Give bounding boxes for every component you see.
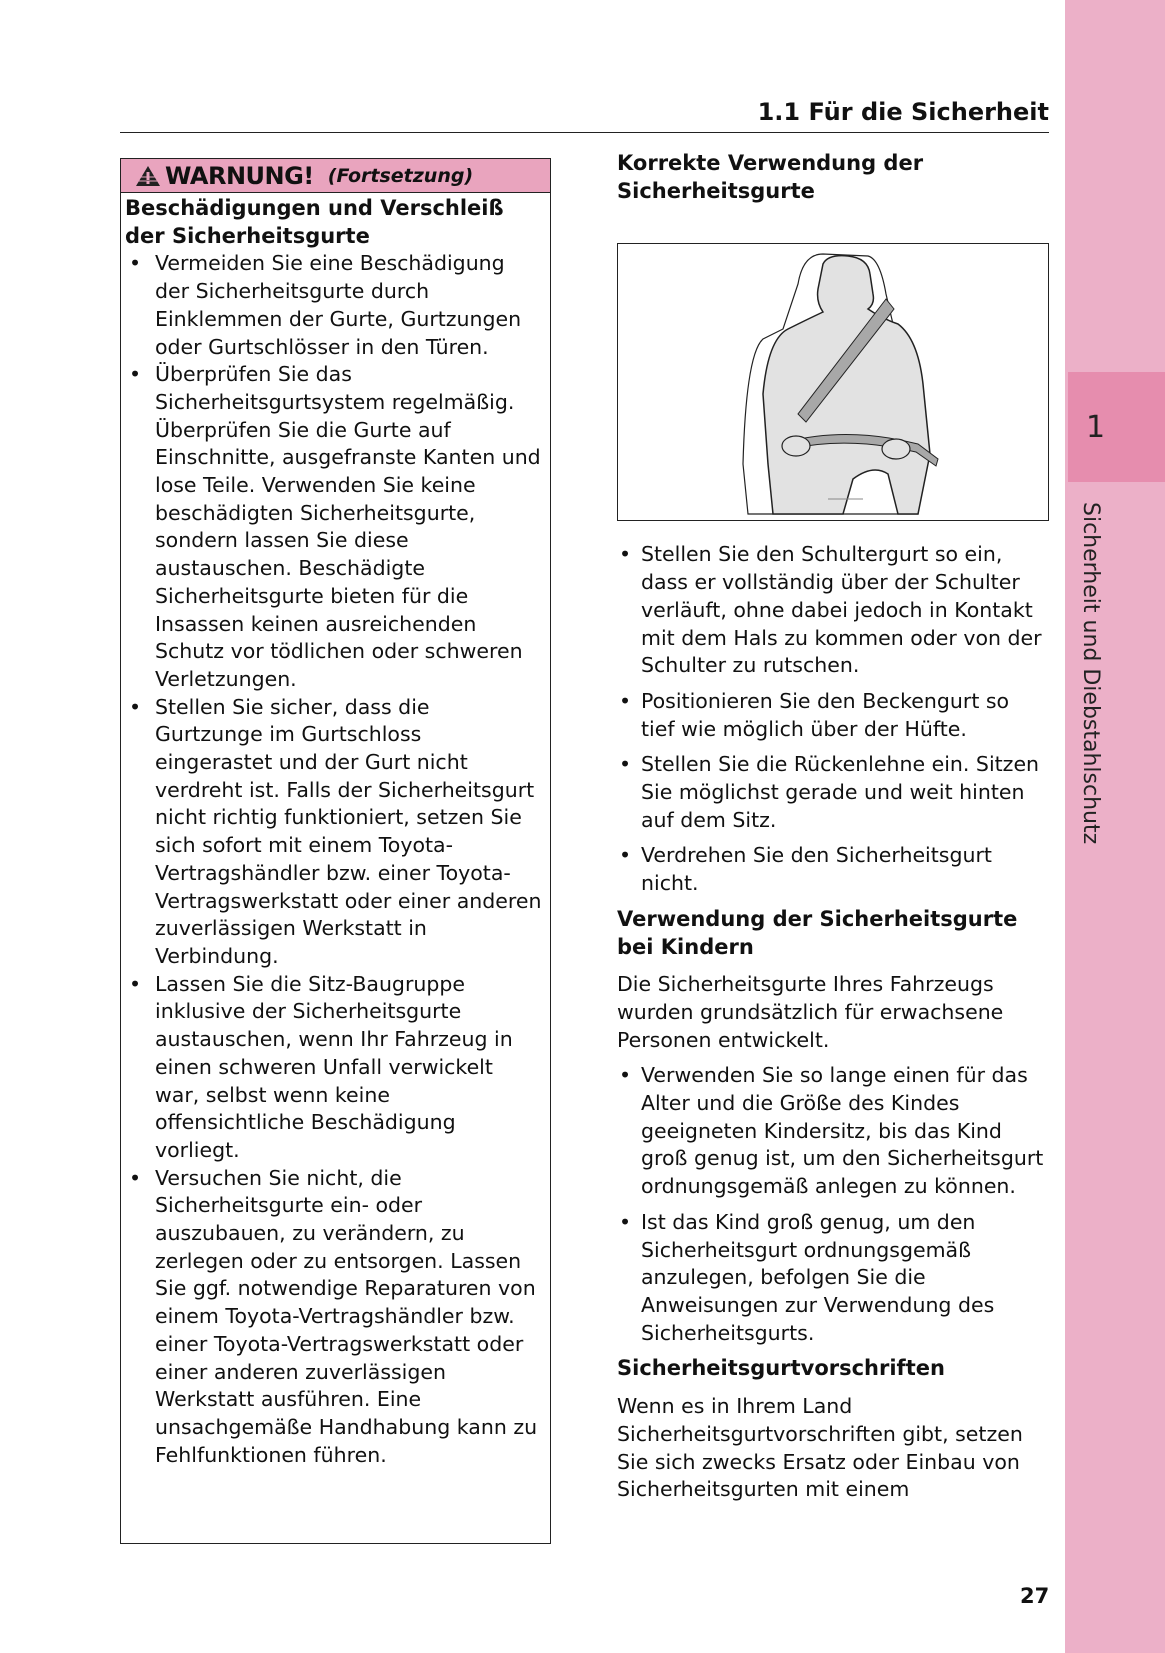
warning-header bbox=[121, 159, 550, 193]
correct-use-list bbox=[617, 541, 1049, 897]
list-item: • Stellen Sie sicher, dass die Gurtzunge im Gurtschloss eingerastet und der Gurt nicht verdreht ist. Falls der Sicherheitsgurt nicht richtig funktioniert, setzen Sie sich sofort mit einem Toyota-Vertragshändler bzw. einer Toyota-Vertragswerkstatt oder einer anderen zuverlässigen Werkstatt in Verbindung. bbox=[129, 694, 542, 968]
warning-continued: (Fortsetzung) bbox=[327, 164, 474, 187]
warning-triangle-icon bbox=[135, 165, 161, 187]
list-item: • Positionieren Sie den Beckengurt so tief wie möglich über der Hüfte. bbox=[619, 688, 1010, 741]
list-item: • Versuchen Sie nicht, die Sicherheitsgurte ein- oder auszubauen, zu verändern, zu zerlegen oder zu entsorgen. Lassen Sie ggf. notwendige Reparaturen von einem Toyota-Vertragshändler bzw. einer Toyota-Vertragswerkstatt oder einer anderen zuverlässigen Werkstatt ausführen. Eine unsachgemäße Handhabung kann zu Fehlfunktionen führen. bbox=[129, 1165, 538, 1467]
list-item: • Überprüfen Sie das Sicherheitsgurtsystem regelmäßig. Überprüfen Sie die Gurte auf Einschnitte, ausgefranste Kanten und lose Teile. Verwenden Sie keine beschädigten Sicherheitsgurte, sondern lassen Sie diese austauschen. Beschädigte Sicherheitsgurte bieten für die Insassen keinen ausreichenden Schutz vor tödlichen oder schweren Verletzungen. bbox=[129, 362, 541, 691]
seated-person-illustration bbox=[618, 244, 1048, 520]
regulations-paragraph: Wenn es in Ihrem Land Sicherheitsgurtvorschriften gibt, setzen Sie sich zwecks Ersatz oder Einbau von Sicherheitsgurten mit einem bbox=[617, 1394, 1023, 1502]
list-item: • Vermeiden Sie eine Beschädigung der Sicherheitsgurte durch Einklemmen der Gurte, Gurtzungen oder Gurtschlösser in den Türen. bbox=[129, 251, 522, 359]
heading-correct-use: Korrekte Verwendung der Sicherheitsgurte bbox=[617, 151, 924, 203]
heading-children: Verwendung der Sicherheitsgurte bei Kindern bbox=[617, 906, 1018, 959]
section-header bbox=[120, 96, 1049, 133]
list-item: • Verdrehen Sie den Sicherheitsgurt nicht. bbox=[619, 843, 992, 896]
list-item: • Stellen Sie den Schultergurt so ein, dass er vollständig über der Schulter verläuft, ohne dabei jedoch in Kontakt mit dem Hals zu kommen oder von der Schulter zu rutschen. bbox=[619, 542, 1042, 678]
warning-bullet-list bbox=[125, 250, 542, 1469]
list-item: • Lassen Sie die Sitz-Baugruppe inklusive der Sicherheitsgurte austauschen, wenn Ihr Fahrzeug in einen schweren Unfall verwickelt war, selbst wenn keine offensichtliche Beschädigung vorliegt. bbox=[129, 971, 513, 1162]
warning-body bbox=[121, 193, 550, 1469]
right-column bbox=[617, 150, 1049, 1512]
chapter-label: Sicherheit und Diebstahlschutz bbox=[1078, 502, 1103, 845]
warning-box bbox=[120, 158, 551, 1544]
warning-subtitle: Beschädigungen und Verschleiß der Sicherheitsgurte bbox=[125, 196, 504, 248]
children-paragraph: Die Sicherheitsgurte Ihres Fahrzeugs wurden grundsätzlich für erwachsene Personen entwickelt. bbox=[617, 972, 1004, 1052]
list-item: • Verwenden Sie so lange einen für das Alter und die Größe des Kindes geeigneten Kindersitz, bis das Kind groß genug ist, um den Sicherheitsgurt ordnungsgemäß anlegen zu können. bbox=[619, 1063, 1044, 1199]
chapter-number-tab[interactable] bbox=[1068, 372, 1165, 482]
chapter-number: 1 bbox=[1086, 409, 1106, 445]
seatbelt-figure bbox=[617, 243, 1049, 521]
children-list bbox=[617, 1062, 1049, 1347]
list-item: • Ist das Kind groß genug, um den Sicherheitsgurt ordnungsgemäß anzulegen, befolgen Sie die Anweisungen zur Verwendung des Sicherheitsgurts. bbox=[619, 1209, 995, 1345]
list-item: • Stellen Sie die Rückenlehne ein. Sitzen Sie möglichst gerade und weit hinten auf dem Sitz. bbox=[619, 752, 1040, 832]
page-number: 27 bbox=[1020, 1584, 1050, 1608]
heading-regulations: Sicherheitsgurtvorschriften bbox=[617, 1356, 945, 1381]
section-title: 1.1 Für die Sicherheit bbox=[757, 98, 1049, 126]
warning-title: WARNUNG! bbox=[165, 161, 314, 190]
